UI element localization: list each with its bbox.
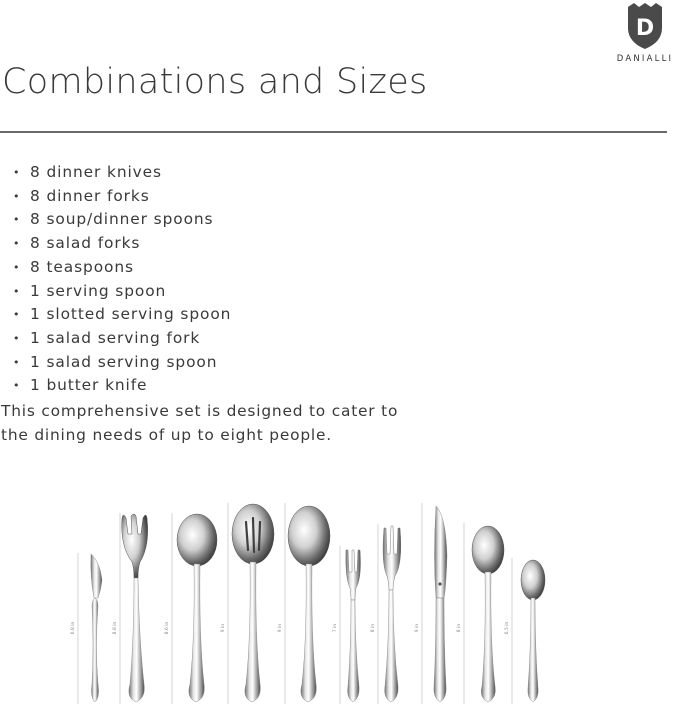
list-item	[0, 256, 231, 280]
brand-logo	[612, 2, 678, 66]
divider	[0, 131, 667, 133]
list-item	[0, 351, 231, 375]
description: This comprehensive set is designed to cater to the dining needs of up to eight people.	[1, 402, 399, 444]
cutlery-illustration	[60, 498, 560, 704]
serving-spoon	[288, 506, 330, 702]
size-label: 9 in	[278, 623, 283, 633]
list-item-text: 1 salad serving fork	[30, 328, 201, 347]
list-item-text: 1 slotted serving spoon	[30, 305, 232, 324]
size-label: 9 in	[415, 623, 420, 633]
list-item	[0, 161, 231, 185]
list-item	[0, 280, 231, 304]
size-label: 7 in	[333, 623, 338, 633]
brand-name: DANIALLI	[616, 54, 674, 64]
size-label: 8 in	[371, 623, 376, 633]
list-item-text: 8 salad forks	[30, 234, 141, 253]
emblem-letter: D	[635, 16, 655, 41]
list-item-text: 8 soup/dinner spoons	[30, 210, 214, 229]
list-item-text: 1 butter knife	[30, 376, 148, 395]
list-item	[0, 374, 231, 398]
list-item-text: 1 serving spoon	[30, 281, 167, 300]
salad-fork	[346, 550, 361, 702]
list-item	[0, 232, 231, 256]
dinner-spoon	[472, 526, 504, 702]
list-item-text: 1 salad serving spoon	[30, 352, 218, 371]
size-label: 8 in	[457, 623, 462, 633]
dinner-knife	[434, 506, 447, 702]
size-label: 6.5 in	[505, 621, 510, 635]
salad-serving-spoon	[177, 514, 217, 702]
list-item	[0, 303, 231, 327]
list-item	[0, 327, 231, 351]
size-label: 9 in	[221, 623, 226, 633]
emblem-mark	[438, 582, 441, 585]
butter-knife	[91, 554, 102, 702]
size-label: 8.8 in	[113, 621, 118, 635]
list-item-text: 8 teaspoons	[30, 257, 134, 276]
slotted-serving-spoon	[232, 504, 274, 702]
list-item-text: 8 dinner knives	[30, 163, 162, 181]
size-label: 6.8 in	[71, 621, 76, 635]
salad-serving-fork	[122, 514, 148, 702]
teaspoon	[521, 560, 545, 702]
list-item	[0, 185, 231, 209]
shield-emblem-icon	[625, 2, 665, 50]
size-label: 8.6 in	[165, 621, 170, 635]
list-item	[0, 208, 231, 232]
list-item-text: 8 dinner forks	[30, 186, 150, 205]
page-title: Combinations and Sizes	[2, 62, 428, 102]
item-list	[0, 161, 231, 398]
dinner-fork	[383, 526, 401, 702]
